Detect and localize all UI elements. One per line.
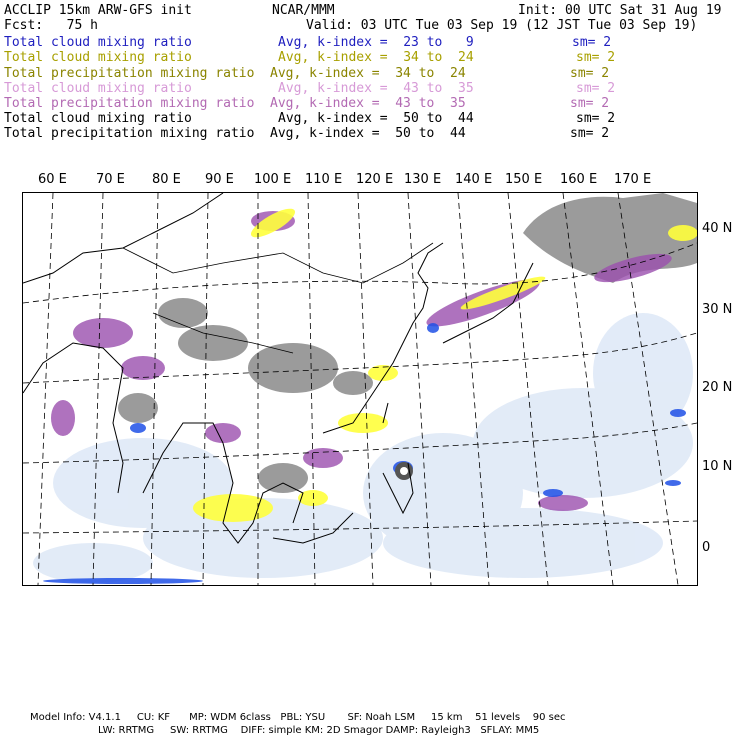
lon-label: 130 E — [404, 172, 442, 187]
field-avg: Avg, k-index = 50 to 44 — [270, 126, 466, 141]
map-panel — [22, 192, 698, 586]
lon-label: 60 E — [38, 172, 67, 187]
forecast-map — [23, 193, 697, 585]
field-avg: Avg, k-index = 43 to 35 — [278, 81, 474, 96]
field-name: Total cloud mixing ratio — [4, 111, 192, 126]
lat-label: 0 — [702, 540, 711, 555]
field-avg: Avg, k-index = 23 to 9 — [278, 35, 474, 50]
lon-label: 90 E — [205, 172, 234, 187]
field-sm: sm= 2 — [570, 66, 610, 81]
lon-label: 100 E — [254, 172, 292, 187]
lon-label: 170 E — [614, 172, 652, 187]
field-sm: sm= 2 — [576, 50, 616, 65]
borders — [123, 243, 433, 353]
field-name: Total precipitation mixing ratio — [4, 66, 255, 81]
lon-label: 160 E — [560, 172, 598, 187]
model-physics: LW: RRTMG SW: RRTMG DIFF: simple KM: 2D Smagor DAMP: Rayleigh3 SFLAY: MM5 — [98, 725, 540, 736]
lat-label: 40 N — [702, 221, 733, 236]
field-avg: Avg, k-index = 34 to 24 — [270, 66, 466, 81]
field-name: Total cloud mixing ratio — [4, 81, 192, 96]
field-avg: Avg, k-index = 34 to 24 — [278, 50, 474, 65]
lon-label: 150 E — [505, 172, 543, 187]
lon-label: 80 E — [152, 172, 181, 187]
field-avg: Avg, k-index = 43 to 35 — [270, 96, 466, 111]
field-sm: sm= 2 — [570, 126, 610, 141]
forecast-hour: Fcst: 75 h — [4, 18, 98, 33]
plot-title: ACCLIP 15km ARW-GFS init — [4, 3, 192, 18]
lon-label: 110 E — [305, 172, 343, 187]
lon-label: 140 E — [455, 172, 493, 187]
lat-label: 10 N — [702, 459, 733, 474]
field-sm: sm= 2 — [572, 35, 612, 50]
field-name: Total cloud mixing ratio — [4, 35, 192, 50]
lat-label: 20 N — [702, 380, 733, 395]
field-avg: Avg, k-index = 50 to 44 — [278, 111, 474, 126]
field-sm: sm= 2 — [576, 111, 616, 126]
lon-label: 120 E — [356, 172, 394, 187]
field-name: Total precipitation mixing ratio — [4, 126, 255, 141]
lat-label: 30 N — [702, 302, 733, 317]
organization-label: NCAR/MMM — [272, 3, 335, 18]
model-info: Model Info: V4.1.1 CU: KF MP: WDM 6class PBL: YSU SF: Noah LSM 15 km 51 levels 90 sec — [30, 712, 566, 723]
valid-time: Valid: 03 UTC Tue 03 Sep 19 (12 JST Tue 03 Sep 19) — [306, 18, 698, 33]
init-time: Init: 00 UTC Sat 31 Aug 19 — [518, 3, 722, 18]
lon-label: 70 E — [96, 172, 125, 187]
field-name: Total cloud mixing ratio — [4, 50, 192, 65]
field-name: Total precipitation mixing ratio — [4, 96, 255, 111]
field-sm: sm= 2 — [576, 81, 616, 96]
field-sm: sm= 2 — [570, 96, 610, 111]
